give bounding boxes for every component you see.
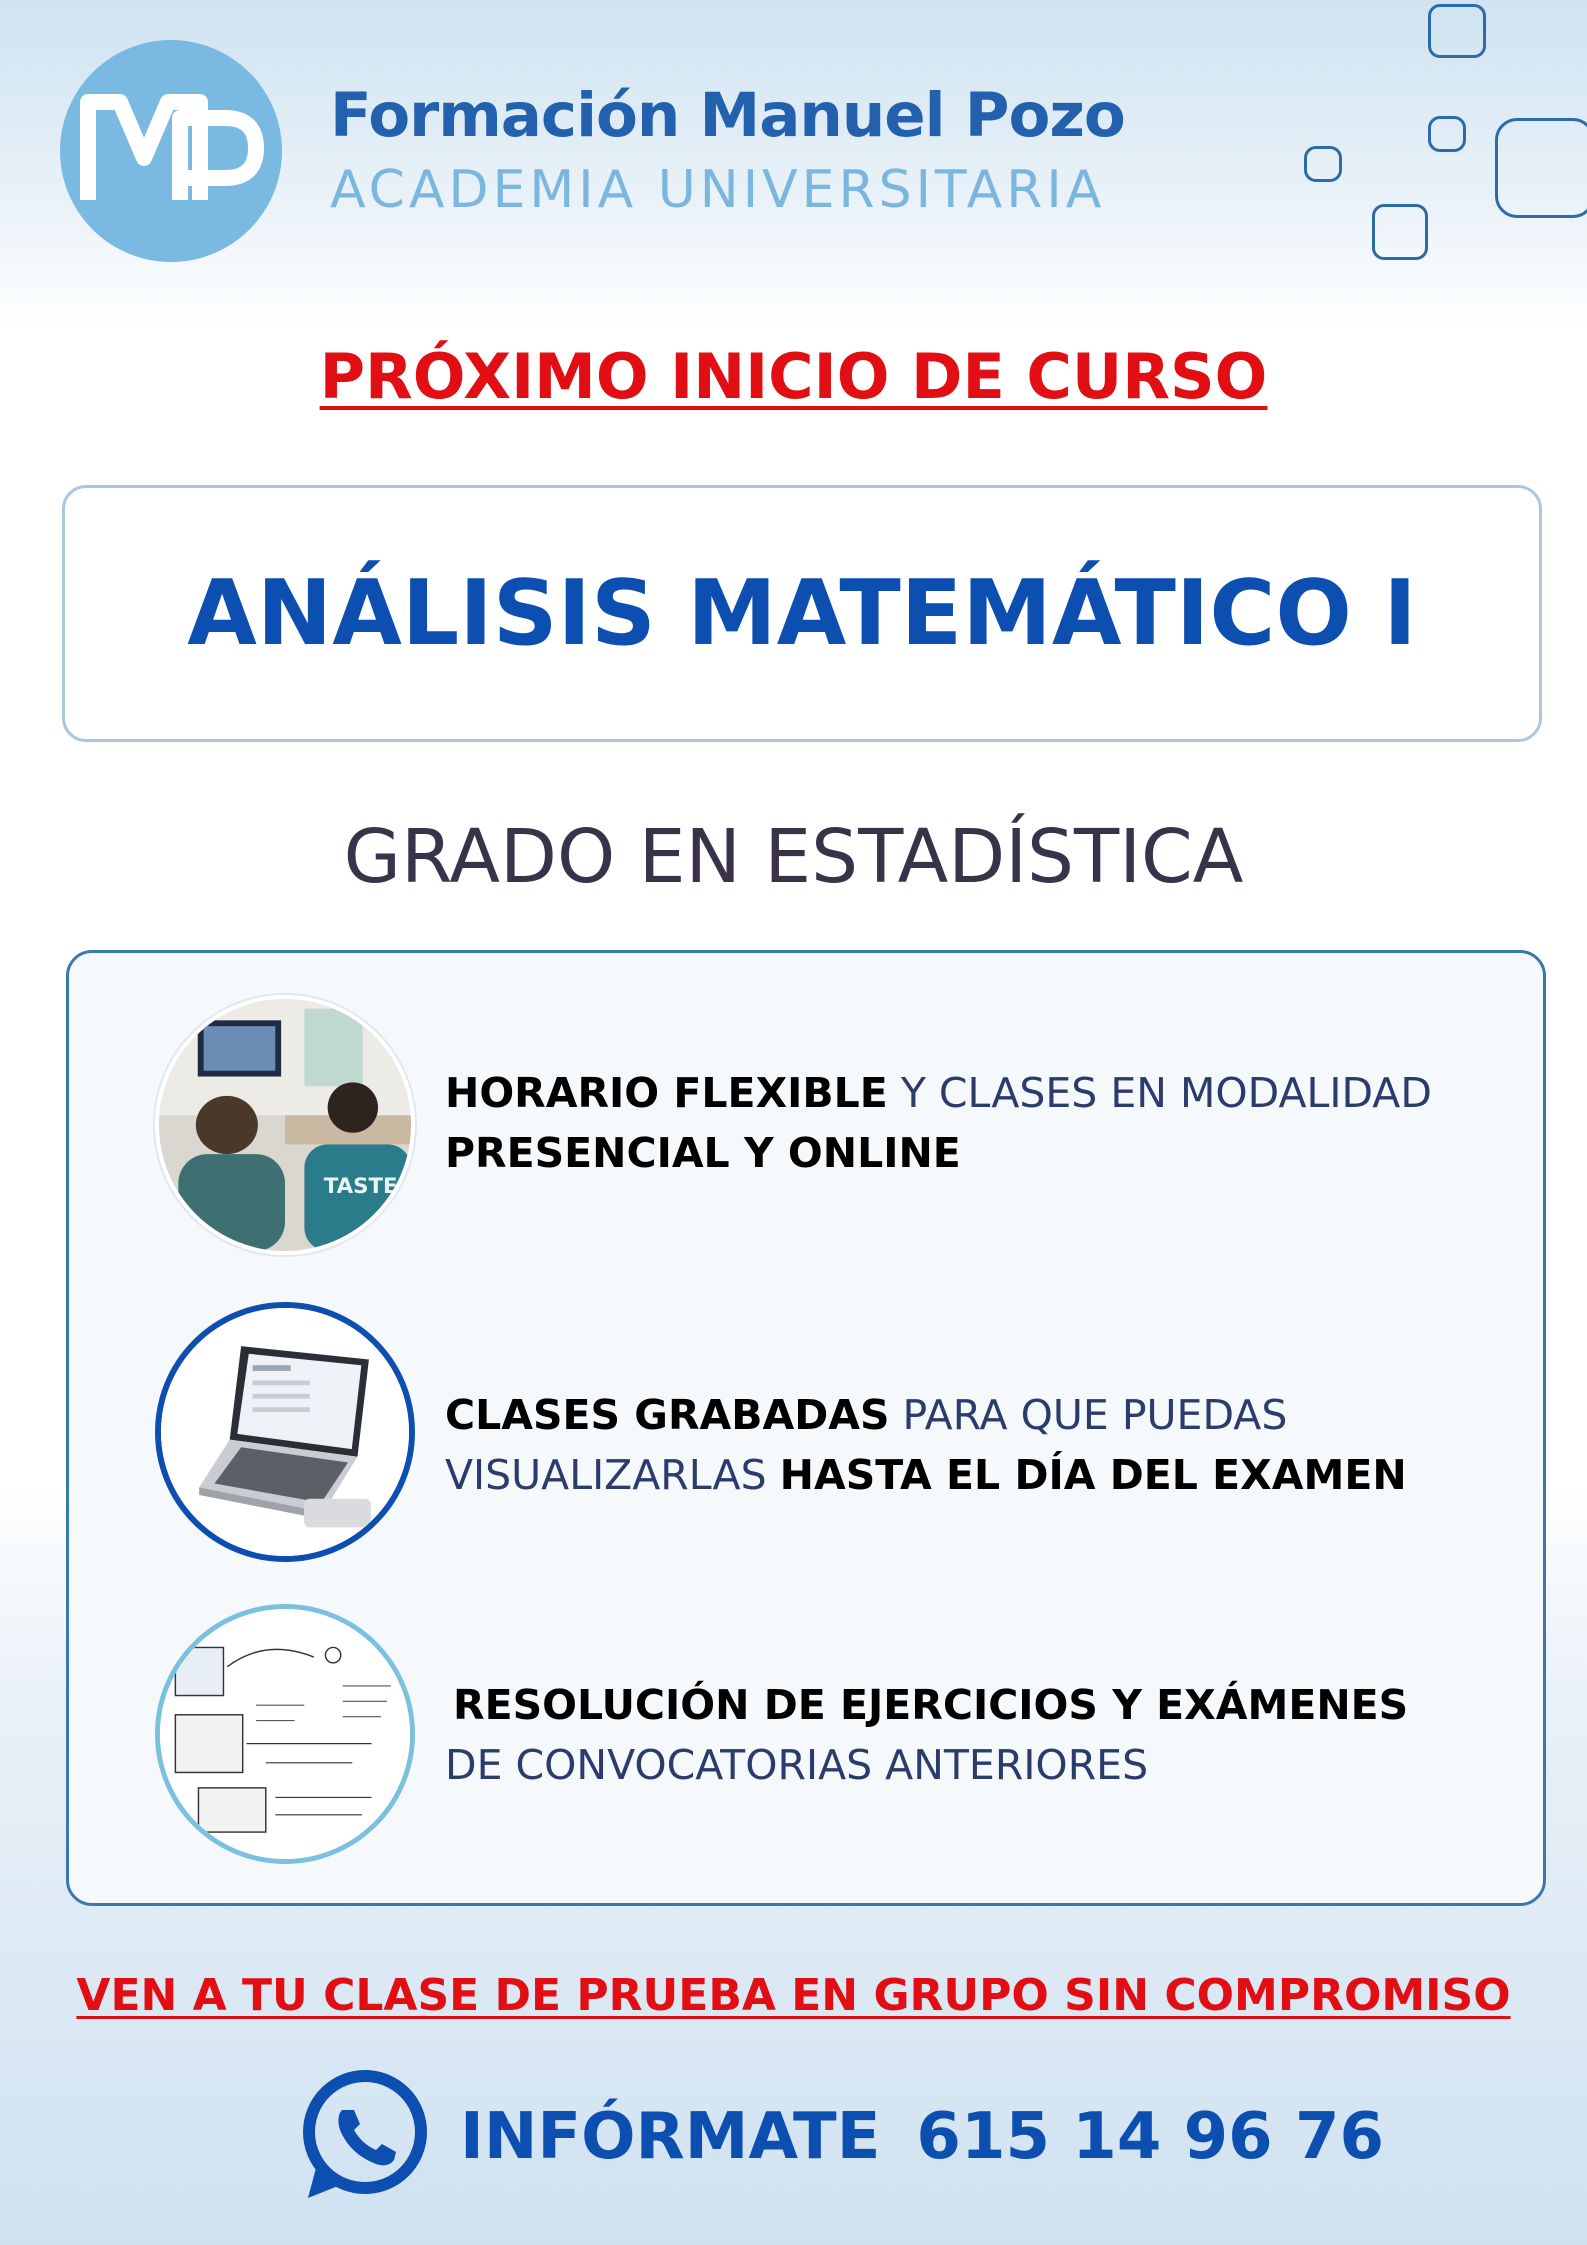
features-box — [66, 950, 1546, 1906]
feature-text-2: CLASES GRABADAS PARA QUE PUEDAS VISUALIZARLAS HASTA EL DÍA DEL EXAMEN — [445, 1391, 1407, 1499]
phone-number[interactable]: 615 14 96 76 — [916, 2100, 1385, 2174]
brand-subtitle: ACADEMIA UNIVERSITARIA — [330, 160, 1106, 220]
contact-line — [460, 2100, 1384, 2174]
decorative-square — [1372, 204, 1428, 260]
decorative-square — [1304, 146, 1342, 182]
decorative-square — [1428, 116, 1466, 152]
classroom-photo — [155, 995, 415, 1255]
feature-text-1: HORARIO FLEXIBLE Y CLASES EN MODALIDAD PRESENCIAL Y ONLINE — [445, 1069, 1432, 1177]
whatsapp-icon[interactable] — [298, 2068, 432, 2202]
exercise-notes-image — [155, 1604, 415, 1864]
logo-mp-icon — [60, 40, 282, 262]
degree-title: GRADO EN ESTADÍSTICA — [343, 814, 1244, 900]
contact-label: INFÓRMATE — [460, 2100, 881, 2174]
feature-text-3: RESOLUCIÓN DE EJERCICIOS Y EXÁMENES DE CONVOCATORIAS ANTERIORES — [445, 1681, 1409, 1789]
cta-trial-class[interactable]: VEN A TU CLASE DE PRUEBA EN GRUPO SIN COMPROMISO — [76, 1970, 1511, 2021]
headline: PRÓXIMO INICIO DE CURSO — [319, 340, 1268, 413]
course-box — [62, 485, 1542, 742]
course-title: ANÁLISIS MATEMÁTICO I — [187, 561, 1417, 666]
svg-text:TASTE: TASTE — [323, 1173, 398, 1199]
decorative-square — [1495, 118, 1587, 218]
brand-title: Formación Manuel Pozo — [330, 80, 1125, 151]
laptop-icon — [155, 1302, 415, 1562]
decorative-square — [1428, 4, 1486, 58]
